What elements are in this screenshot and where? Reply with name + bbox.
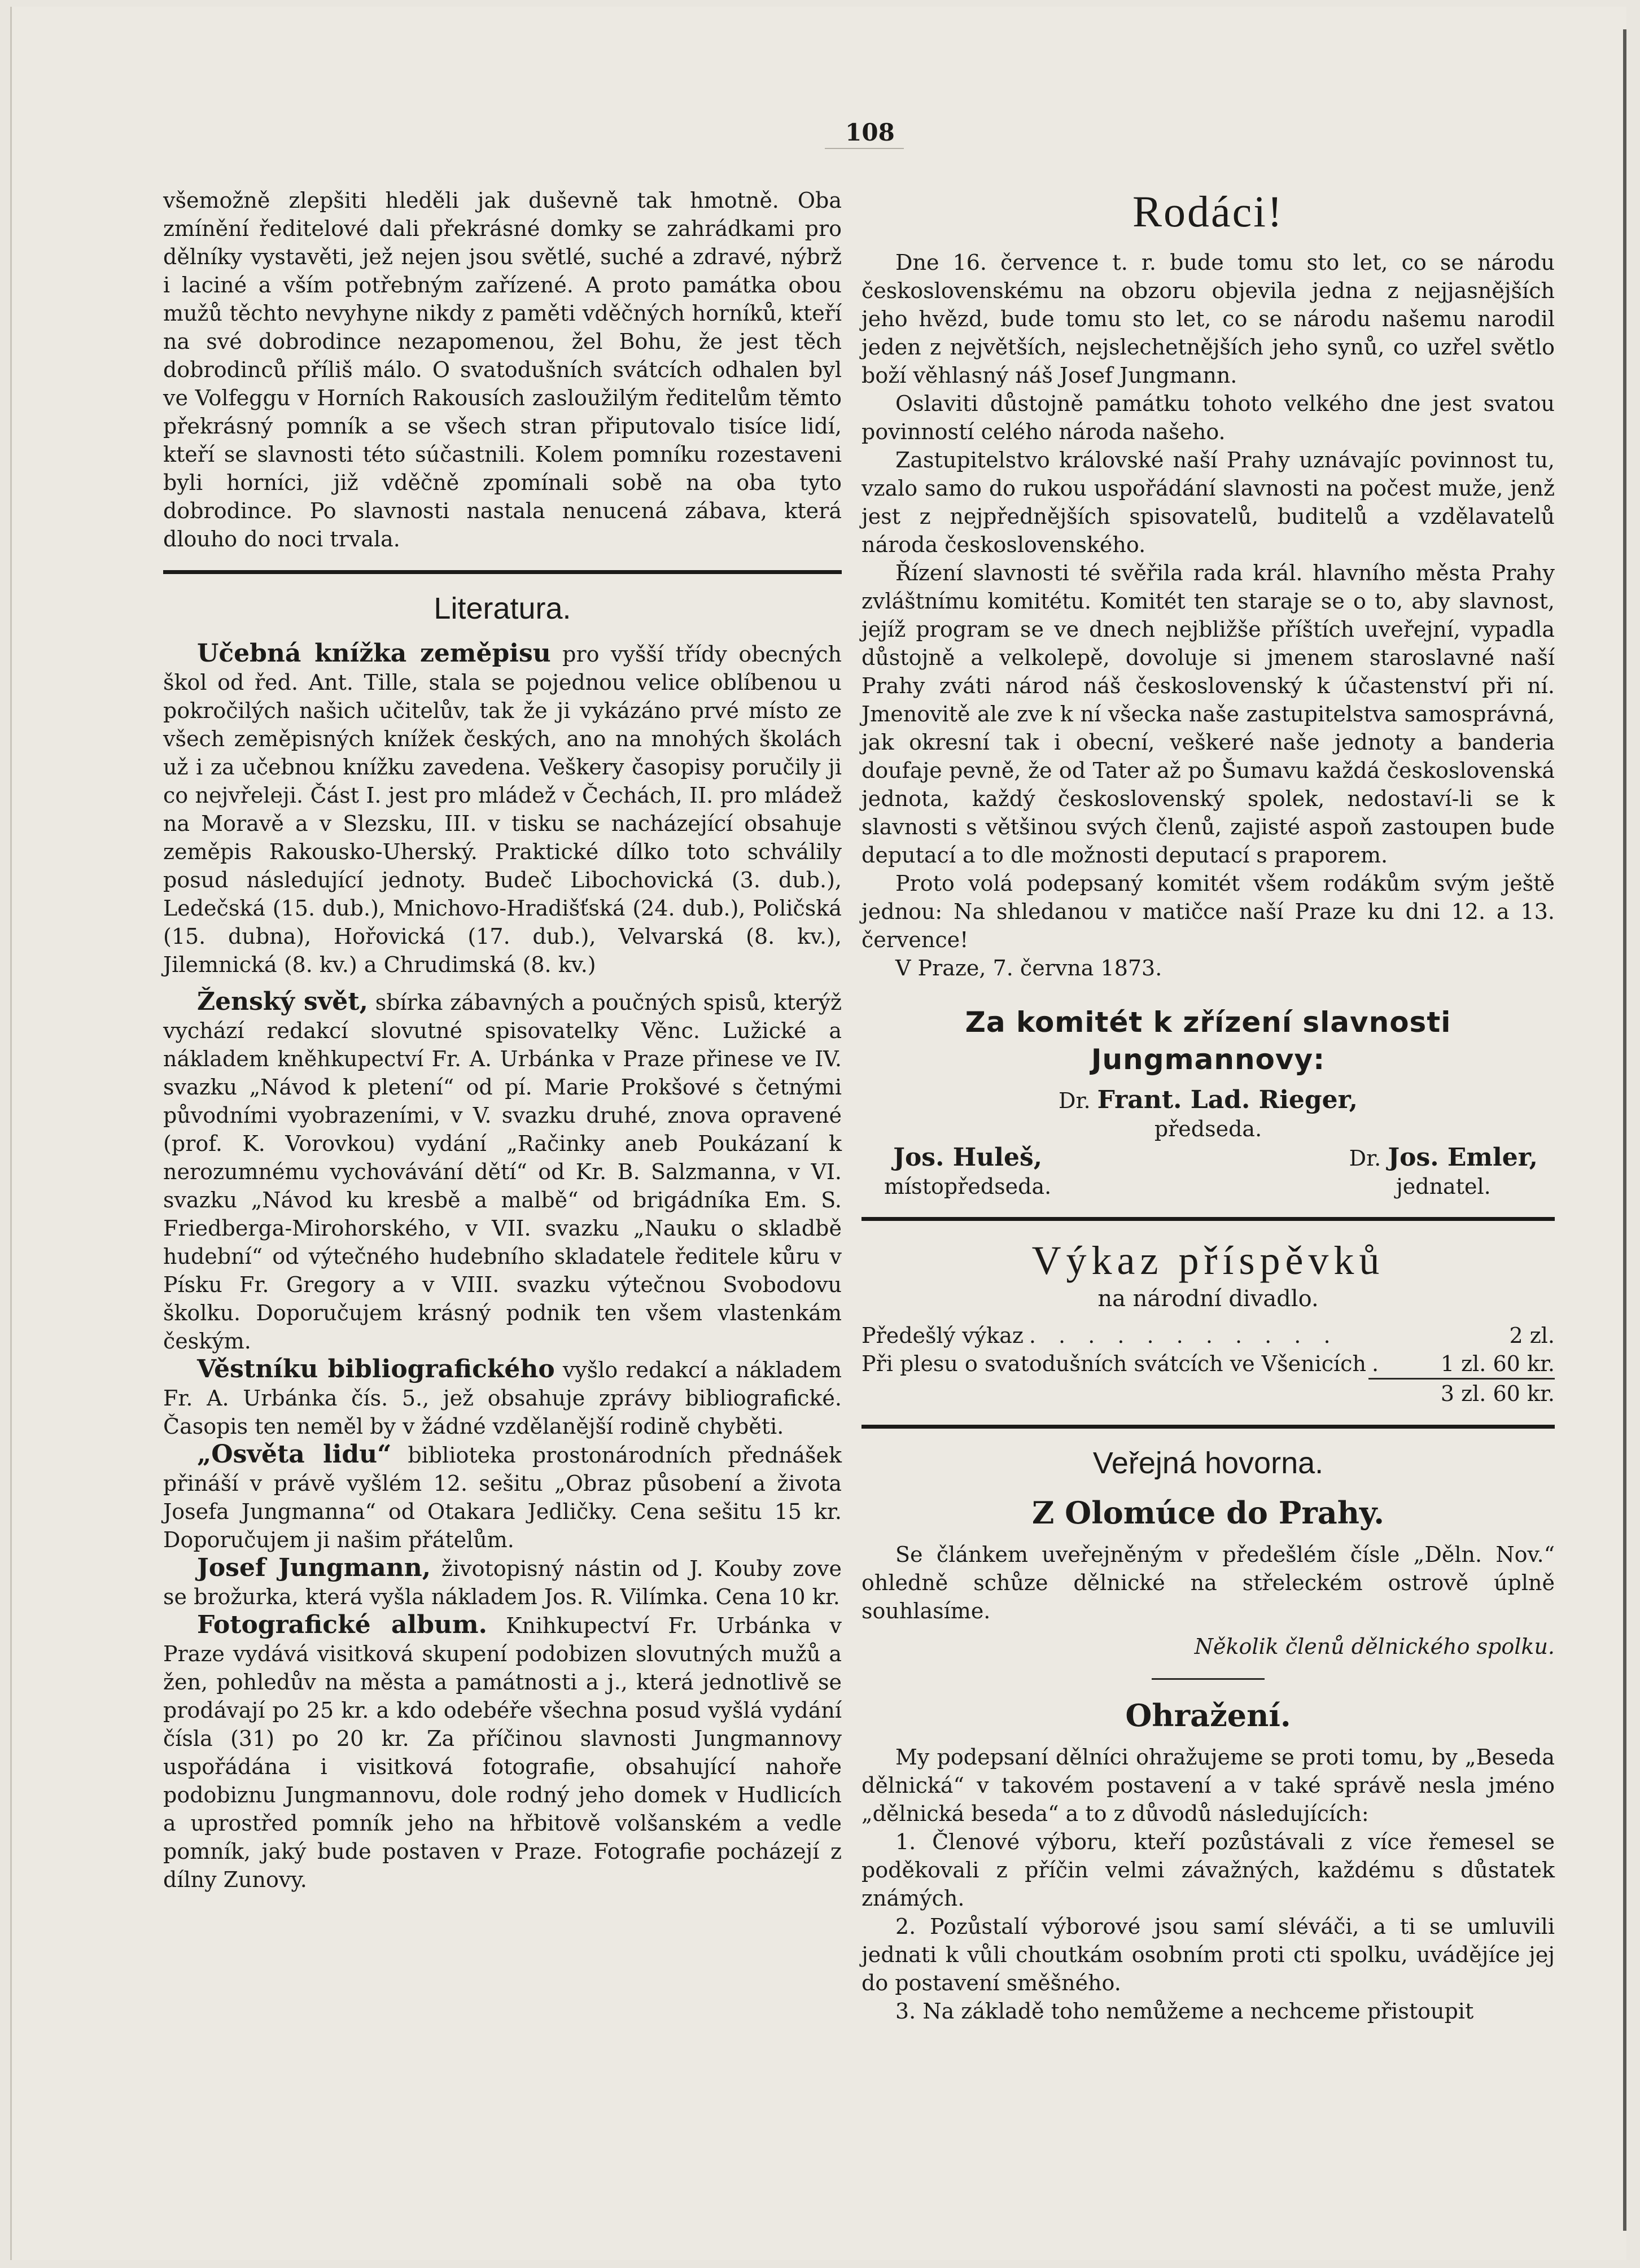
vykaz-subtitle: na národní divadlo. xyxy=(1097,1286,1319,1312)
entry-text: sbírka zábavných a poučných spisů, kterýž vychází redakcí slovutné spisovatelky Věnc. Lužické a nákladem kněhkupectví Fr. A. Urbánka v Praze přinese ve IV. svazku „Návod k pletení“ od pí. Marie Prokšové s četnými původními vyobrazeními, v V. svazku druhé, znova opravené (prof. K. Vorovkou) vydání „Račinky aneb Poukázaní k nerozumnému vychovávání dětí“ od Kr. B. Salzmanna, v VI. svazku „Návod ku kresbě a malbě“ od brigádníka Em. S. Friedberga-Mirohorského, v VII. svazku „Nauku o skladbě hudební“ od výtečného hudebního skladatele ředitele kůru v Písku Fr. Gregory a v VIII. svazku výtečnou Svobodovu školku. Doporučujem krásný podnik ten všem vlastenkám českým. xyxy=(163,990,842,1354)
rodaci-paragraph: Proto volá podepsaný komitét všem rodákům svým ještě jednou: Na shledanou v matičce naší Praze ku dni 12. a 13. července! xyxy=(861,871,1555,952)
newspaper-page xyxy=(10,7,1626,2260)
vykaz-row-amount: 1 zl. 60 kr. xyxy=(1440,1351,1555,1376)
entry-title: Fotografické album. xyxy=(197,1610,487,1639)
secretary-role: jednatel. xyxy=(1396,1174,1491,1199)
left-column xyxy=(163,186,842,1894)
entry-text: životopisný nástin od J. Kouby zove se brožurka, která vyšla nákladem Jos. R. Vilímka. Cena 10 kr. xyxy=(163,1556,842,1609)
entry-text: pro vyšší třídy obecných škol od řed. Ant. Tille, stala se pojednou velice oblíbenou u pokročilých našich učitelův, tak že ji vykázáno prvé místo ze všech zeměpisných knížek českých, ano na mnohých školách už i za učebnou knížku zavedena. Veškery časopisy poručily ji co nejvřeleji. Část I. jest pro mládež v Čechách, II. pro mládež na Moravě a v Slezsku, III. v tisku se nacházející obsahuje zeměpis Rakousko-Uherský. Praktické dílko toto schválily posud následující jednoty. Budeč Libochovická (3. dub.), Ledečská (15. dub.), Mnichovo-Hradišťská (24. dub.), Poličská (15. dubna), Hořovická (17. dub.), Velvarská (8. kv.), Jilemnická (8. kv.) a Chrudimská (8. kv.) xyxy=(163,642,842,977)
hovorna-signoff: Několik členů dělnického spolku. xyxy=(1194,1634,1555,1659)
entry-title: „Osvěta lidu“ xyxy=(197,1440,392,1469)
literature-entry xyxy=(163,1441,842,1554)
entry-text: Knihkupectví Fr. Urbánka v Praze vydává visitková skupení podobizen slovutných mužů a žen, pohledův na města a památnosti a j., která jednotlivě se prodávají po 25 kr. a kdo odebéře všechna posud vyšlá vydání čísla (31) po 20 kr. Za příčinou slavnosti Jungmannovy uspořádána i visitková fotografie, obsahující nahoře podobiznu Jungmannovu, dole rodný jeho domek v Hudlicích a uprostřed pomník jeho na hřbitově volšanském a vedle pomník, jaký bude postaven v Praze. Fotografie pocházejí z dílny Zunovy. xyxy=(163,1613,842,1892)
ohrazeni-point: 1. Členové výboru, kteří pozůstávali z více řemesel se poděkovali z příčin velmi závažných, každému s důstatek známých. xyxy=(861,1829,1555,1911)
vykaz-title: Výkaz příspěvků xyxy=(1031,1238,1385,1283)
vykaz-row xyxy=(861,1350,1555,1378)
hovorna-text: Se článkem uveřejněným v předešlém čísle „Děln. Nov.“ ohledně schůze dělnické na střeleckém ostrově úplně souhlasíme. xyxy=(861,1542,1555,1623)
signature-row xyxy=(861,1142,1555,1200)
page-number: 108 xyxy=(845,119,895,146)
entry-title: Věstníku bibliografického xyxy=(197,1355,555,1383)
ohrazeni-title: Ohražení. xyxy=(1125,1697,1291,1733)
literature-heading: Literatura. xyxy=(434,592,571,625)
vykaz-row-label: Předešlý výkaz xyxy=(861,1323,1024,1348)
literature-entry xyxy=(163,1554,842,1611)
vykaz-row-label: Při plesu o svatodušních svátcích ve Všenicích xyxy=(861,1351,1366,1376)
signature-chair xyxy=(861,1085,1555,1142)
page-edge xyxy=(1623,29,1626,2231)
chair-name: Frant. Lad. Rieger, xyxy=(1097,1085,1358,1114)
chair-role: předseda. xyxy=(1154,1117,1262,1141)
right-column xyxy=(861,186,1555,2025)
secretary-title: Dr. xyxy=(1349,1146,1381,1171)
entry-title: Ženský svět, xyxy=(197,987,368,1016)
entry-title: Josef Jungmann, xyxy=(197,1553,431,1582)
vice-role: místopředseda. xyxy=(884,1174,1052,1199)
rodaci-paragraph: Zastupitelstvo královské naší Prahy uznávajíc povinnost tu, vzalo samo do rukou uspořádání slavnosti na počest muže, jenž jest z nejpřednějších spisovatelů, buditelů a vzdělavatelů národa československého. xyxy=(861,448,1555,557)
column-rule xyxy=(861,1217,1555,1221)
chair-title: Dr. xyxy=(1059,1088,1091,1113)
vykaz-total: 3 zl. 60 kr. xyxy=(1440,1381,1555,1406)
rodaci-paragraph: Dne 16. července t. r. bude tomu sto let, co se národu československému na obzoru objevila jedna z nejjasnějších jeho hvězd, bude tomu sto let, co se národu našemu narodil jeden z největších, nejslechetnějších jeho synů, co uzřel světlo boží věhlasný náš Josef Jungmann. xyxy=(861,250,1555,388)
literature-entry xyxy=(163,640,842,979)
vykaz-row-dots: . . . . . . . . . . . xyxy=(1029,1323,1339,1348)
literature-entry xyxy=(163,1611,842,1894)
rodaci-paragraph: Oslaviti důstojně památku tohoto velkého dne jest svatou povinností celého národa našeho. xyxy=(861,391,1555,444)
secretary-name: Jos. Emler, xyxy=(1388,1143,1538,1172)
entry-text: vyšlo redakcí a nákladem Fr. A. Urbánka čís. 5., jež obsahuje zprávy bibliografické. Časopis ten neměl by v žádné vzdělanější rodině chyběti. xyxy=(163,1358,842,1439)
literature-entry xyxy=(163,1355,842,1441)
rodaci-title: Rodáci! xyxy=(1132,187,1284,236)
ohrazeni-intro: My podepsaní dělníci ohražujeme se proti tomu, by „Beseda dělnická“ v takovém postavení a v také správě nesla jméno „dělnická beseda“ a to z důvodů následujících: xyxy=(861,1745,1555,1826)
date-line: V Praze, 7. června 1873. xyxy=(895,956,1162,980)
continuation-paragraph: všemožně zlepšiti hleděli jak duševně tak hmotně. Oba zmínění ředitelové dali překrásné domky se zahrádkami pro dělníky vystavěti, jež nejen jsou světlé, suché a zdravé, nýbrž i laciné a vším potřebným zařízené. A proto památka obou mužů těchto nevyhyne nikdy z paměti vděčných horníků, kteří na své dobrodince nezapomenou, žel Bohu, že jest těch dobrodinců příliš málo. O svatodušních svátcích odhalen byl ve Volfeggu v Horních Rakousích zasloužilým ředitelům těmto překrásný pomník a se všech stran připutovalo tisíce lidí, kteří se slavnosti této súčastnili. Kolem pomníku rozestaveni byli horníci, již vděčně zpomínali sobě na oba tyto dobrodince. Po slavnosti nastala nenucená zábava, která dlouho do noci trvala. xyxy=(163,188,842,551)
vykaz-row-dots: . xyxy=(1371,1351,1387,1376)
signature-vice xyxy=(884,1142,1051,1200)
hovorna-heading: Veřejná hovorna. xyxy=(1092,1446,1324,1480)
entry-title: Učebná knížka zeměpisu xyxy=(197,639,551,668)
vice-name: Jos. Huleš, xyxy=(893,1143,1043,1172)
signature-secretary xyxy=(1349,1142,1538,1200)
short-rule xyxy=(1152,1678,1265,1680)
entry-text: biblioteka prostonárodních přednášek přináší v právě vyšlém 12. sešitu „Obraz působení a života Josefa Jungmanna“ od Otakara Jedličky. Cena sešitu 15 kr. Doporučujem ji našim přátelům. xyxy=(163,1443,842,1552)
vykaz-row-amount: 2 zl. xyxy=(1509,1323,1555,1348)
hovorna-title: Z Olomúce do Prahy. xyxy=(1031,1495,1385,1531)
page-number-rule xyxy=(825,148,904,149)
rodaci-paragraph: Řízení slavnosti té svěřila rada král. hlavního města Prahy zvláštnímu komitétu. Komitét ten staraje se o to, aby slavnost, jejíž program se ve dnech nejbližše příštích uveřejní, vypadla důstojně a velkolepě, dovoluje si jmenem staroslavné naší Prahy zváti národ náš československý k účastenství při ní. Jmenovitě ale zve k ní všecka naše zastupitelstva samosprávná, jak okresní tak i obecní, veškeré naše jednoty a banderia doufaje pevně, že od Tater až po Šumavu každá československá jednota, každý československý spolek, nedostaví-li se k slavnosti s většinou svých členů, zajisté aspoň zastoupen bude deputací a to dle možnosti deputací s praporem. xyxy=(861,561,1555,868)
committee-heading: Za komitét k zřízení slavnosti Jungmannovy: xyxy=(965,1006,1451,1076)
literature-entry xyxy=(163,988,842,1355)
ohrazeni-point: 2. Pozůstalí výborové jsou samí sléváči, a ti se umluvili jednati k vůli choutkám osobním proti cti spolku, uvádějíce jej do postavení směšného. xyxy=(861,1914,1555,1995)
column-rule xyxy=(163,570,842,574)
ohrazeni-point: 3. Na základě toho nemůžeme a nechceme přistoupit xyxy=(895,1999,1474,2024)
vykaz-row xyxy=(861,1321,1555,1350)
column-rule xyxy=(861,1425,1555,1429)
